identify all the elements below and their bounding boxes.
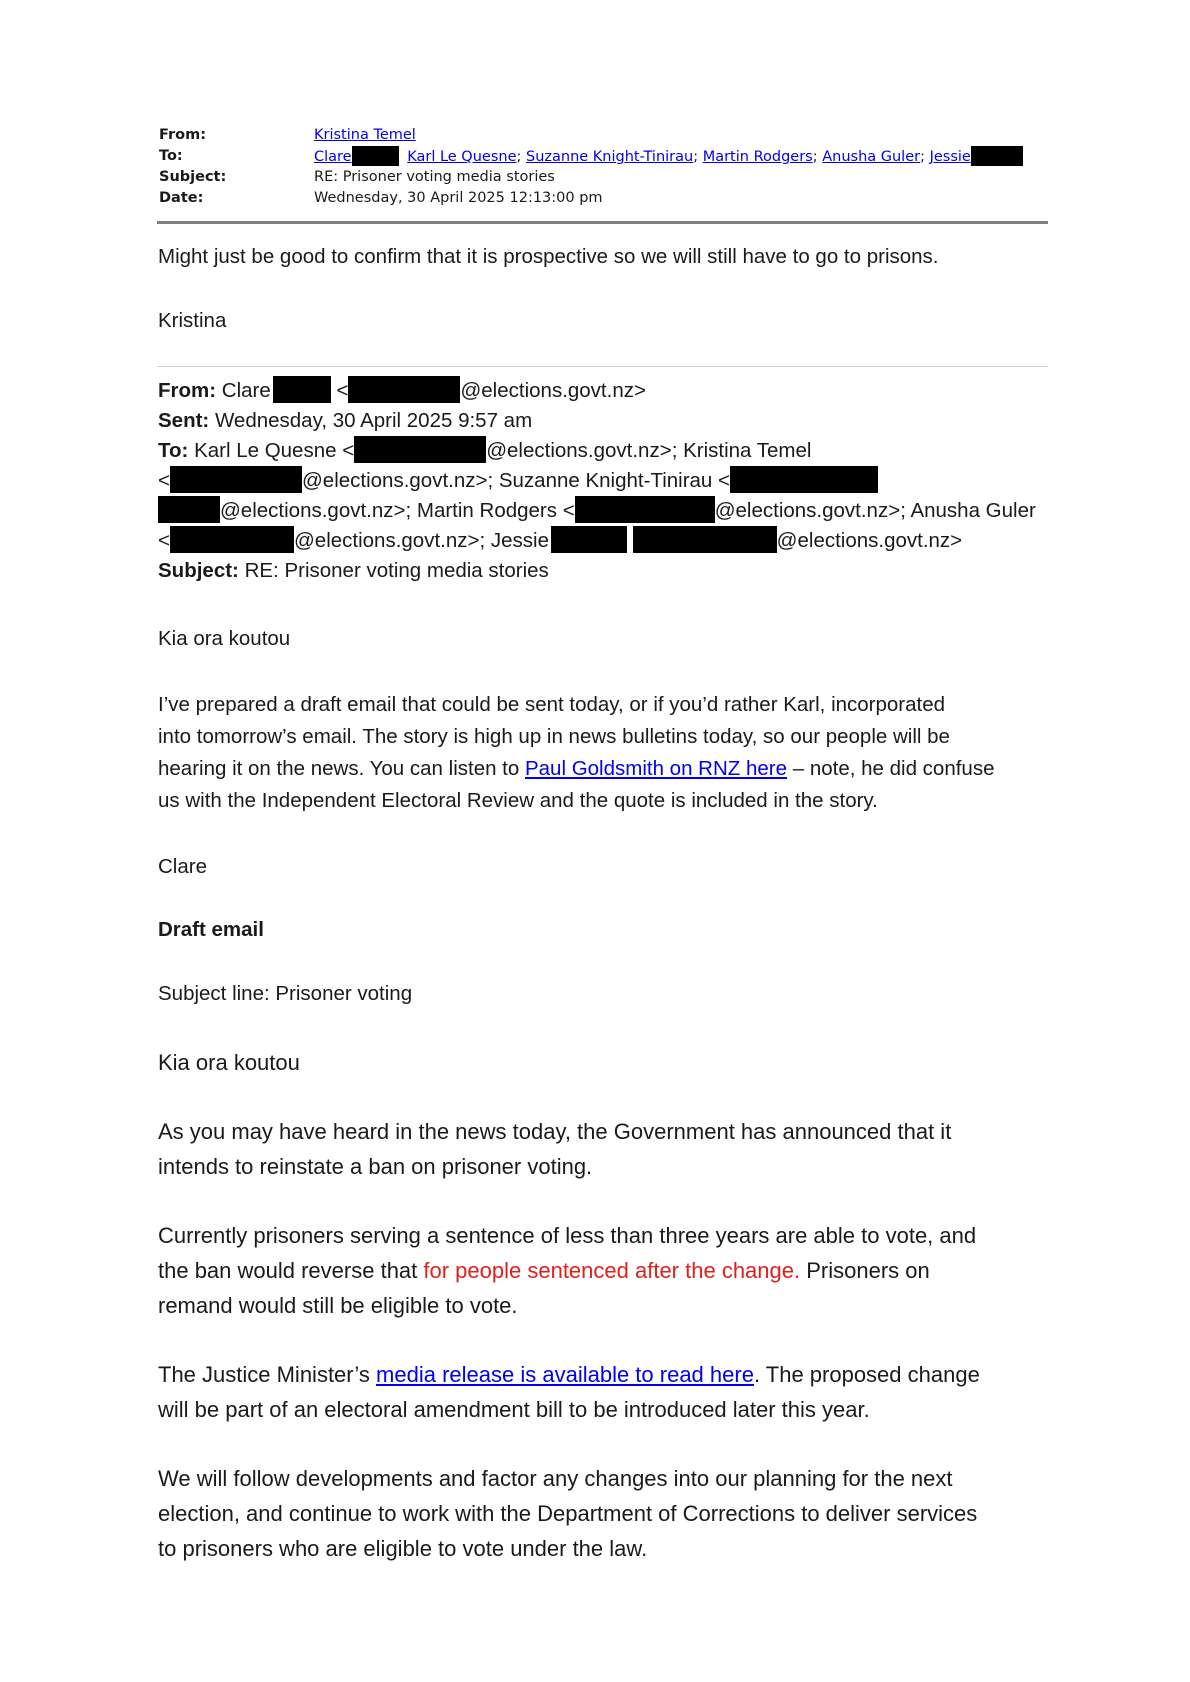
message-line: into tomorrow’s email. The story is high up in news bulletins today, so our people will be xyxy=(158,725,950,748)
quoted-to-kristina: Kristina Temel xyxy=(683,439,812,462)
quoted-to-karl: Karl Le Quesne xyxy=(194,439,337,462)
angle-bracket: < xyxy=(336,379,349,402)
quoted-to-label: To: xyxy=(158,439,189,462)
draft-line xyxy=(158,1357,1058,1392)
angle-bracket: < xyxy=(718,469,731,492)
email-domain: @elections.govt.nz> xyxy=(714,499,901,522)
draft-text: The Justice Minister’s xyxy=(158,1362,377,1387)
from-label: From: xyxy=(159,127,206,143)
redaction-block xyxy=(730,466,878,493)
media-release-link[interactable]: media release is available to read here xyxy=(376,1362,754,1387)
draft-line: election, and continue to work with the Department of Corrections to deliver services xyxy=(158,1501,978,1526)
draft-text: . The proposed change xyxy=(753,1362,980,1387)
message-line: us with the Independent Electoral Review and the quote is included in the story. xyxy=(158,789,878,812)
email-header xyxy=(159,125,1049,209)
redaction-block xyxy=(971,146,1023,166)
separator: ; xyxy=(812,149,818,165)
quoted-subject-line xyxy=(158,556,549,586)
quoted-subject-label: Subject: xyxy=(158,559,239,582)
draft-greeting: Kia ora koutou xyxy=(158,1050,300,1075)
date-label: Date: xyxy=(159,190,204,206)
subject-value: RE: Prisoner voting media stories xyxy=(314,169,555,185)
message-paragraph xyxy=(158,689,1058,817)
quoted-to-line-1 xyxy=(158,436,811,466)
reply-signature: Kristina xyxy=(158,309,227,332)
quoted-to-suzanne: ; Suzanne Knight-Tinirau xyxy=(487,469,713,492)
email-domain: @elections.govt.nz> xyxy=(220,499,406,522)
message-line xyxy=(158,753,1058,785)
quoted-to-jessie: ; Jessie xyxy=(479,529,549,552)
draft-line: intends to reinstate a ban on prisoner voting. xyxy=(158,1154,593,1179)
draft-line: We will follow developments and factor any changes into our planning for the next xyxy=(158,1466,953,1491)
quoted-to-line-4 xyxy=(158,526,962,556)
quoted-sent-line xyxy=(158,406,532,436)
to-recipient-martin[interactable]: Martin Rodgers xyxy=(702,149,813,165)
rnz-link[interactable]: Paul Goldsmith on RNZ here xyxy=(524,757,788,780)
draft-heading: Draft email xyxy=(158,918,264,941)
header-date-row xyxy=(159,188,1049,209)
to-recipient-jessie[interactable]: Jessie xyxy=(929,149,971,165)
quoted-from-name: Clare xyxy=(221,379,271,402)
redaction-block xyxy=(633,526,777,553)
draft-line: remand would still be eligible to vote. xyxy=(158,1293,518,1318)
reply-body: Might just be good to confirm that it is prospective so we will still have to go to prisons. xyxy=(158,245,939,268)
redaction-block xyxy=(352,146,399,166)
angle-bracket: < xyxy=(562,499,575,522)
quoted-divider xyxy=(157,366,1048,367)
separator: ; xyxy=(693,149,699,165)
to-recipient-suzanne[interactable]: Suzanne Knight-Tinirau xyxy=(526,149,694,165)
quoted-subject-value: RE: Prisoner voting media stories xyxy=(244,559,549,582)
header-from-row xyxy=(159,125,1049,146)
quoted-to-line-2 xyxy=(158,466,878,496)
draft-line: As you may have heard in the news today, the Government has announced that it xyxy=(158,1119,952,1144)
separator: ; xyxy=(671,439,678,462)
to-recipient-anusha[interactable]: Anusha Guler xyxy=(822,149,921,165)
message-text: hearing it on the news. You can listen to xyxy=(158,757,525,780)
redaction-block xyxy=(575,496,715,523)
message-greeting: Kia ora koutou xyxy=(158,627,291,650)
header-to-row xyxy=(159,146,1049,167)
draft-line xyxy=(158,1253,1058,1288)
email-domain: @elections.govt.nz> xyxy=(460,379,646,402)
draft-subject-line: Subject line: Prisoner voting xyxy=(158,982,413,1005)
draft-line: Currently prisoners serving a sentence of less than three years are able to vote, and xyxy=(158,1223,977,1248)
message-text: – note, he did confuse xyxy=(787,757,995,780)
angle-bracket: < xyxy=(158,529,170,552)
email-domain: @elections.govt.nz> xyxy=(486,439,672,462)
redaction-block xyxy=(170,526,294,553)
separator: ; xyxy=(920,149,925,165)
message-line: I’ve prepared a draft email that could be sent today, or if you’d rather Karl, incorporated xyxy=(158,693,946,716)
redaction-block xyxy=(348,376,460,403)
from-link[interactable]: Kristina Temel xyxy=(314,127,416,143)
message-signoff: Clare xyxy=(158,855,207,878)
to-recipient-karl[interactable]: Karl Le Quesne xyxy=(407,149,517,165)
quoted-from-line xyxy=(158,376,646,406)
redaction-block xyxy=(170,466,302,493)
email-domain: @elections.govt.nz> xyxy=(301,469,488,492)
separator: ; xyxy=(516,149,522,165)
draft-paragraph-1 xyxy=(158,1114,1058,1184)
header-divider xyxy=(157,221,1048,224)
quoted-to-line-3 xyxy=(158,496,1036,526)
draft-paragraph-4 xyxy=(158,1461,1058,1566)
redaction-block xyxy=(273,376,331,403)
highlighted-text: for people sentenced after the change. xyxy=(423,1258,801,1283)
redaction-block xyxy=(158,496,220,523)
email-domain: @elections.govt.nz> xyxy=(293,529,480,552)
draft-line: to prisoners who are eligible to vote under the law. xyxy=(158,1536,648,1561)
subject-label: Subject: xyxy=(159,169,227,185)
to-label: To: xyxy=(159,148,183,164)
angle-bracket: < xyxy=(158,469,170,492)
quoted-sent-value: Wednesday, 30 April 2025 9:57 am xyxy=(214,409,533,432)
date-value: Wednesday, 30 April 2025 12:13:00 pm xyxy=(314,190,603,206)
email-domain: @elections.govt.nz> xyxy=(776,529,963,552)
draft-text: the ban would reverse that xyxy=(158,1258,424,1283)
draft-text: Prisoners on xyxy=(800,1258,930,1283)
draft-line: will be part of an electoral amendment bill to be introduced later this year. xyxy=(158,1397,870,1422)
quoted-sent-label: Sent: xyxy=(158,409,210,432)
header-subject-row xyxy=(159,167,1049,188)
draft-paragraph-2 xyxy=(158,1218,1058,1323)
redaction-block xyxy=(354,436,486,463)
quoted-from-label: From: xyxy=(158,379,217,402)
quoted-to-martin: ; Martin Rodgers xyxy=(405,499,558,522)
angle-bracket: < xyxy=(342,439,355,462)
quoted-to-anusha: ; Anusha Guler xyxy=(900,499,1036,522)
to-recipient-clare[interactable]: Clare xyxy=(314,149,352,165)
draft-paragraph-3 xyxy=(158,1357,1058,1427)
redaction-block xyxy=(551,526,627,553)
